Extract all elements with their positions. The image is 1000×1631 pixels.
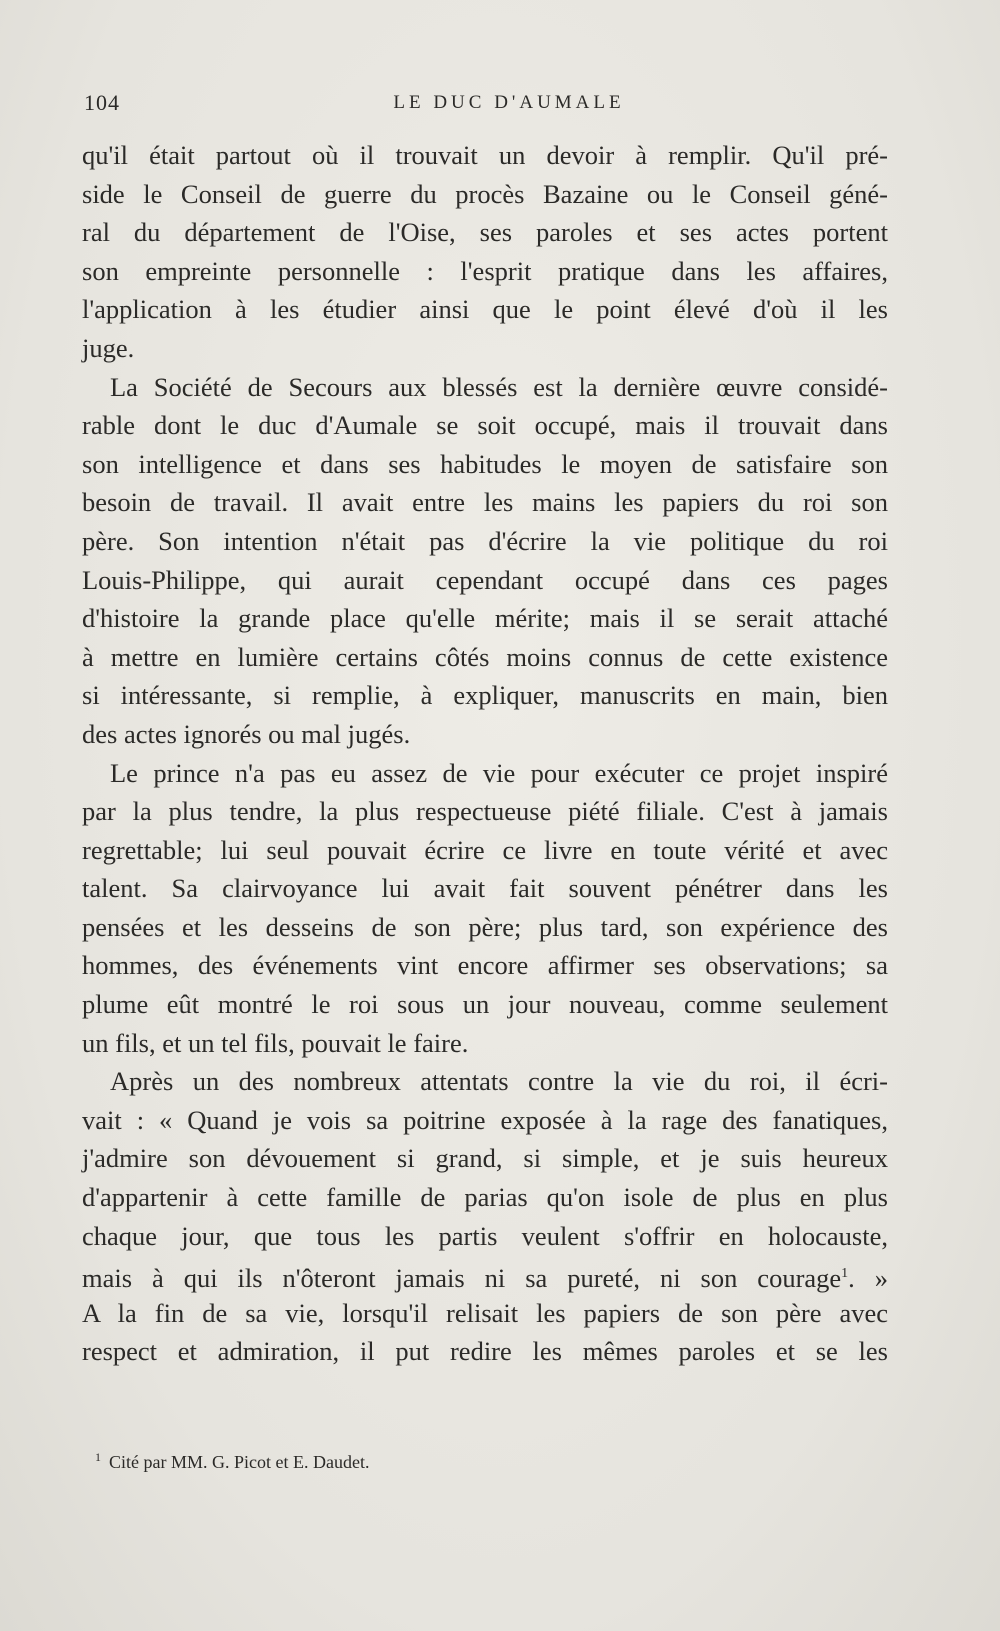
text-line: plume eût montré le roi sous un jour nouveau, comme seulement [82, 989, 888, 1020]
quote-text: mais à qui ils n'ôteront jamais ni sa pureté, ni son courage [82, 1263, 842, 1294]
paragraph-start-line: Le prince n'a pas eu assez de vie pour exécuter ce projet inspiré [110, 757, 888, 788]
text-line: juge. [82, 332, 135, 363]
text-line: respect et admiration, il put redire les mêmes paroles et se les [82, 1336, 888, 1367]
text-line: par la plus tendre, la plus respectueuse piété filiale. C'est à jamais [82, 796, 888, 827]
text-line: l'application à les étudier ainsi que le point élevé d'où il les [82, 294, 888, 325]
footnote [95, 1450, 369, 1473]
running-head [84, 90, 894, 120]
text-line: d'histoire la grande place qu'elle mérite; mais il se serait attaché [82, 603, 888, 634]
footnote-reference: 1 [841, 1266, 849, 1282]
paragraph-start-line: La Société de Secours aux blessés est la dernière œuvre considé- [110, 371, 888, 402]
text-line: son empreinte personnelle : l'esprit pratique dans les affaires, [82, 255, 888, 286]
paragraph-start-line: Après un des nombreux attentats contre la vie du roi, il écri- [110, 1066, 888, 1097]
quote-end-line [82, 1255, 888, 1294]
text-line: ral du département de l'Oise, ses paroles et ses actes portent [82, 217, 888, 248]
text-line: un fils, et un tel fils, pouvait le faire. [82, 1027, 469, 1058]
body-text [82, 136, 888, 1371]
text-line: d'appartenir à cette famille de parias qu'on isole de plus en plus [82, 1182, 888, 1213]
text-line: talent. Sa clairvoyance lui avait fait souvent pénétrer dans les [82, 873, 888, 904]
text-line: qu'il était partout où il trouvait un devoir à remplir. Qu'il pré- [82, 140, 888, 170]
text-line: père. Son intention n'était pas d'écrire la vie politique du roi [82, 525, 888, 556]
text-line: side le Conseil de guerre du procès Bazaine ou le Conseil géné- [82, 178, 888, 209]
text-line: chaque jour, que tous les partis veulent s'offrir en holocauste, [82, 1220, 888, 1251]
text-line: A la fin de sa vie, lorsqu'il relisait les papiers de son père avec [82, 1297, 888, 1328]
text-line: pensées et les desseins de son père; plus tard, son expérience des [82, 911, 888, 942]
footnote-mark: 1 [95, 1450, 101, 1464]
quote-close: . » [848, 1263, 888, 1294]
text-line: besoin de travail. Il avait entre les mains les papiers du roi son [82, 487, 888, 518]
text-line: Louis-Philippe, qui aurait cependant occupé dans ces pages [82, 564, 888, 595]
text-line: si intéressante, si remplie, à expliquer, manuscrits en main, bien [82, 680, 888, 711]
text-line: à mettre en lumière certains côtés moins connus de cette existence [82, 641, 888, 672]
running-title: LE DUC D'AUMALE [393, 92, 625, 113]
text-line: des actes ignorés ou mal jugés. [82, 718, 411, 749]
text-line: j'admire son dévouement si grand, si simple, et je suis heureux [82, 1143, 888, 1174]
footnote-text: Cité par MM. G. Picot et E. Daudet. [109, 1452, 370, 1472]
text-line: vait : « Quand je vois sa poitrine exposée à la rage des fanatiques, [82, 1104, 888, 1135]
text-line: rable dont le duc d'Aumale se soit occupé, mais il trouvait dans [82, 410, 888, 441]
text-line: hommes, des événements vint encore affirmer ses observations; sa [82, 950, 888, 981]
text-line: son intelligence et dans ses habitudes le moyen de satisfaire son [82, 448, 888, 479]
page-number: 104 [84, 90, 120, 115]
text-line: regrettable; lui seul pouvait écrire ce livre en toute vérité et avec [82, 834, 888, 865]
